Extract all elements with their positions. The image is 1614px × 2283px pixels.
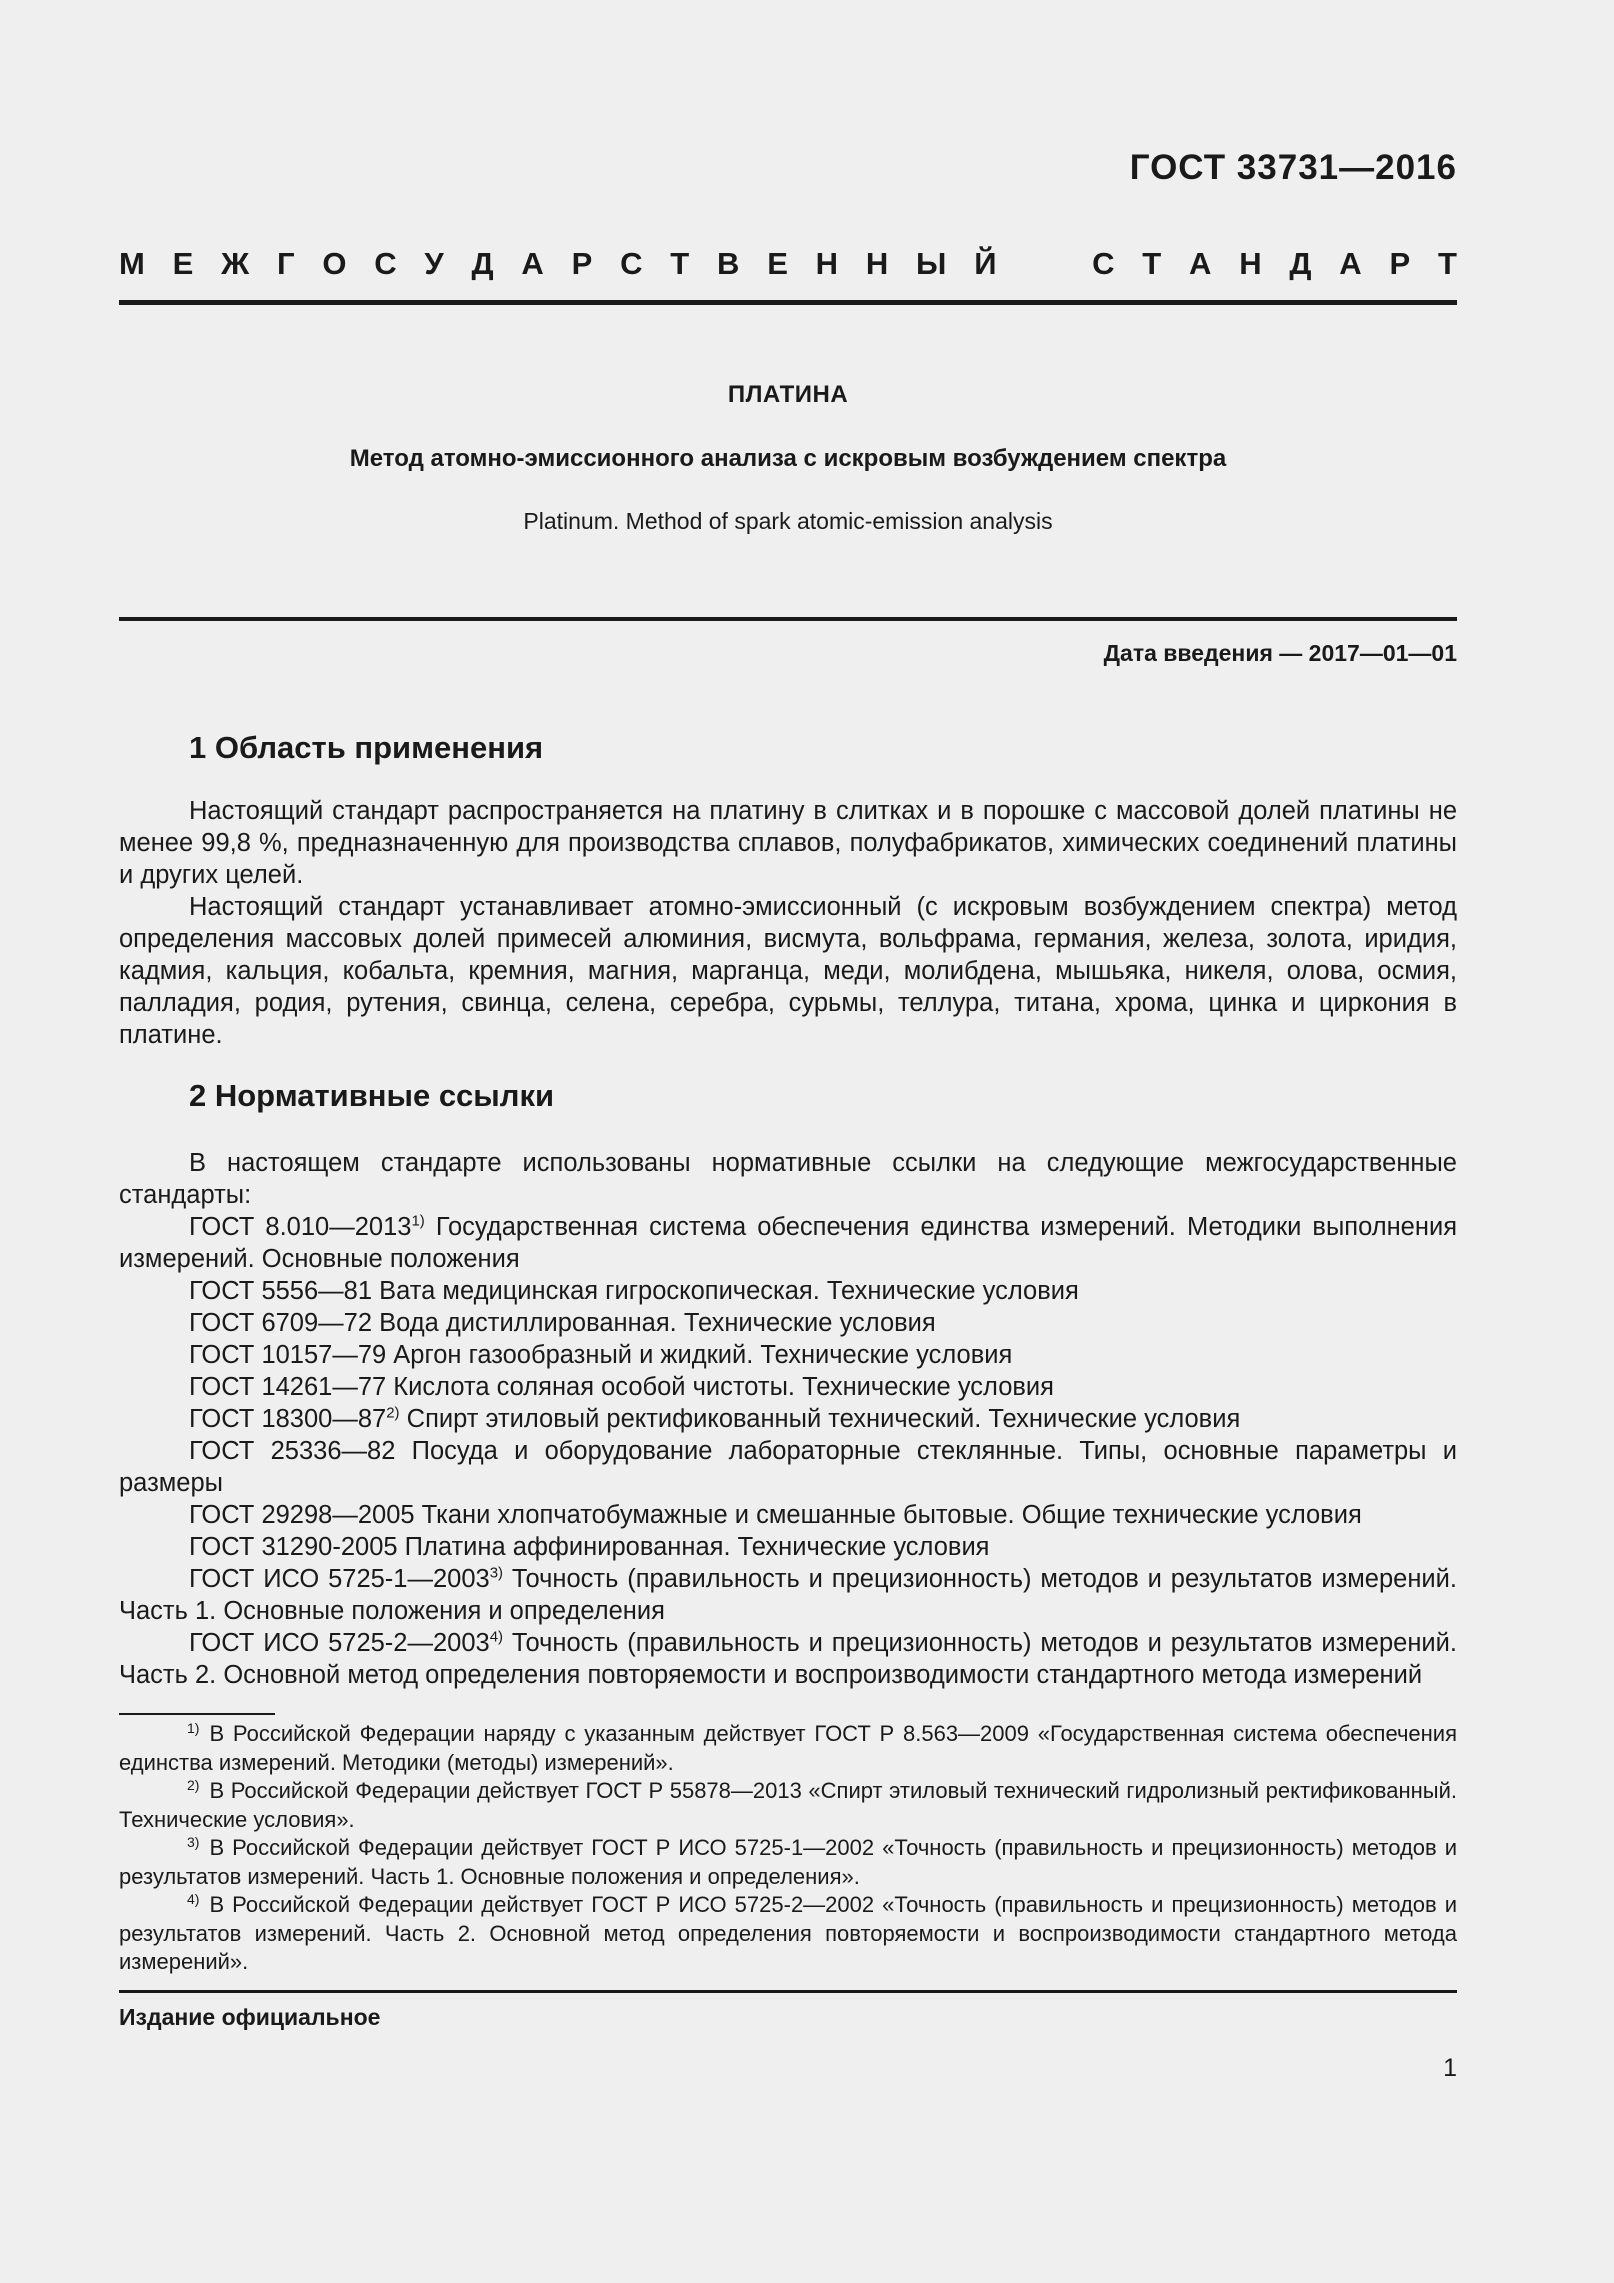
interstate-standard-banner [119, 246, 1457, 282]
footnote-text: В Российской Федерации наряду с указанным действует ГОСТ Р 8.563—2009 «Государственная система обеспечения единства измерений. Методики (методы) измерений». [119, 1721, 1457, 1775]
reference-title: Ткани хлопчатобумажные и смешанные бытовые. Общие технические условия [414, 1501, 1362, 1529]
footnote-text: В Российской Федерации действует ГОСТ Р ИСО 5725-2—2002 «Точность (правильность и прецизионность) методов и результатов измерений. Часть 2. Основной метод определения повторяемости и воспроизводимости стандартного метода измерений». [119, 1892, 1457, 1974]
footnote-mark: 1) [187, 1719, 200, 1736]
header-rule [119, 300, 1457, 305]
banner-word-gap [1024, 246, 1064, 282]
references-intro: В настоящем стандарте использованы нормативные ссылки на следующие межгосударственные стандарты: [119, 1149, 1457, 1209]
footnote-mark: 3) [489, 1564, 504, 1582]
reference-code: ГОСТ 8.010—2013 [189, 1213, 412, 1241]
interstate-letter: С [374, 246, 397, 281]
interstate-letter: М [119, 246, 145, 281]
reference-title: Спирт этиловый ректификованный технический. Технические условия [399, 1405, 1241, 1433]
document-code: ГОСТ 33731—2016 [1129, 148, 1457, 187]
standard-letter: Н [1239, 246, 1262, 281]
official-edition-label: Издание официальное [119, 2004, 381, 2030]
scope-paragraph: Настоящий стандарт устанавливает атомно-эмиссионный (с искровым возбуждением спектра) метод определения массовых долей примесей алюминия, висмута, вольфрама, германия, железа, золота, иридия, кадмия, кальция, кобальта, кремния, магния, марганца, меди, молибдена, мышьяка, никеля, олова, осмия, палладия, родия, рутения, свинца, селена, серебра, сурьмы, теллура, титана, хрома, цинка и циркония в платине. [119, 893, 1457, 1049]
document-english-title: Platinum. Method of spark atomic-emission analysis [523, 508, 1053, 534]
reference-item [119, 1435, 1457, 1499]
footer-rule [119, 1990, 1457, 1993]
interstate-letter: Ж [221, 246, 250, 281]
reference-code: ГОСТ 14261—77 [189, 1373, 387, 1401]
reference-title: Кислота соляная особой чистоты. Технические условия [386, 1373, 1054, 1401]
footnote-text: В Российской Федерации действует ГОСТ Р 55878—2013 «Спирт этиловый технический гидролизный ректификованный. Технические условия». [119, 1778, 1457, 1832]
footnote [119, 1720, 1457, 1777]
footnote-mark: 1) [411, 1212, 425, 1230]
footnote-text: В Российской Федерации действует ГОСТ Р ИСО 5725-1—2002 «Точность (правильность и прецизионность) методов и результатов измерений. Часть 1. Основные положения и определения». [119, 1835, 1457, 1889]
reference-item [119, 1371, 1457, 1403]
reference-title: Платина аффинированная. Технические условия [397, 1533, 990, 1561]
section-heading-references: 2 Нормативные ссылки [189, 1078, 555, 1113]
reference-title: Посуда и оборудование лабораторные стеклянные. Типы, основные параметры и размеры [119, 1437, 1458, 1497]
reference-code: ГОСТ 31290-2005 [189, 1533, 398, 1561]
reference-code: ГОСТ 10157—79 [189, 1341, 387, 1369]
reference-title: Вода дистиллированная. Технические условия [372, 1309, 936, 1337]
standard-letter: Р [1389, 246, 1411, 281]
reference-item [119, 1339, 1457, 1371]
interstate-letter: Н [865, 246, 889, 281]
standard-letter: Т [1142, 246, 1162, 281]
reference-title: Аргон газообразный и жидкий. Технические условия [386, 1341, 1013, 1369]
reference-code: ГОСТ 18300—87 [189, 1405, 387, 1433]
footnote-mark: 2) [386, 1404, 400, 1422]
footnotes [119, 1720, 1457, 1977]
interstate-letter: Е [767, 246, 788, 281]
reference-title: Точность (правильность и прецизионность) методов и результатов измерений. Часть 2. Основной метод определения повторяемости и воспроизводимости стандартного метода измерений [119, 1629, 1457, 1689]
reference-item [119, 1403, 1457, 1435]
reference-title: Вата медицинская гигроскопическая. Технические условия [372, 1277, 1079, 1305]
standard-letter: Т [1437, 246, 1457, 281]
introduction-date: Дата введения — 2017—01—01 [1103, 640, 1457, 666]
document-page [119, 0, 1457, 2283]
interstate-letter: У [424, 246, 444, 281]
reference-code: ГОСТ 6709—72 [189, 1309, 373, 1337]
interstate-letter: Н [815, 246, 839, 281]
standard-letter: А [1189, 246, 1212, 281]
footnote [119, 1891, 1457, 1977]
reference-title: Государственная система обеспечения единства измерений. Методики выполнения измерений. Основные положения [119, 1213, 1457, 1273]
interstate-letter: Д [471, 246, 494, 281]
document-title: ПЛАТИНА [727, 381, 849, 408]
footnote [119, 1777, 1457, 1834]
reference-item [119, 1211, 1457, 1275]
reference-code: ГОСТ ИСО 5725-1—2003 [189, 1565, 490, 1593]
references-section [119, 1147, 1457, 1691]
footnote-mark: 4) [489, 1628, 504, 1646]
footnote-separator [119, 1713, 275, 1715]
standard-letter: А [1339, 246, 1362, 281]
standard-letter: С [1092, 246, 1115, 281]
interstate-letter: Й [974, 246, 997, 281]
section-heading-scope: 1 Область применения [189, 730, 544, 765]
reference-title: Точность (правильность и прецизионность) методов и результатов измерений. Часть 1. Основные положения и определения [119, 1565, 1457, 1625]
interstate-letter: Т [670, 246, 690, 281]
page-number: 1 [1443, 2054, 1457, 2082]
interstate-letter: Е [172, 246, 194, 281]
reference-item [119, 1531, 1457, 1563]
reference-item [119, 1307, 1457, 1339]
interstate-letter: Г [276, 246, 295, 281]
reference-item [119, 1275, 1457, 1307]
reference-code: ГОСТ 29298—2005 [189, 1501, 415, 1529]
title-rule [119, 617, 1457, 621]
footnote-mark: 4) [187, 1890, 200, 1907]
reference-item [119, 1499, 1457, 1531]
interstate-letter: А [521, 246, 544, 281]
interstate-letter: О [322, 246, 347, 281]
footnote-mark: 3) [187, 1833, 200, 1850]
interstate-letter: Р [571, 246, 593, 281]
footnote [119, 1834, 1457, 1891]
scope-section [119, 795, 1457, 1051]
document-subtitle: Метод атомно-эмиссионного анализа с искровым возбуждением спектра [349, 445, 1227, 472]
reference-code: ГОСТ ИСО 5725-2—2003 [189, 1629, 490, 1657]
reference-item [119, 1627, 1457, 1691]
reference-item [119, 1563, 1457, 1627]
interstate-letter: Ы [916, 246, 947, 281]
reference-code: ГОСТ 5556—81 [189, 1277, 373, 1305]
scope-paragraph: Настоящий стандарт распространяется на платину в слитках и в порошке с массовой долей платины не менее 99,8 %, предназначенную для производства сплавов, полуфабрикатов, химических соединений платины и других целей. [119, 797, 1457, 889]
reference-code: ГОСТ 25336—82 [189, 1437, 396, 1465]
standard-letter: Д [1289, 246, 1312, 281]
interstate-letter: В [717, 246, 740, 281]
interstate-letter: С [620, 246, 643, 281]
footnote-mark: 2) [187, 1776, 200, 1793]
